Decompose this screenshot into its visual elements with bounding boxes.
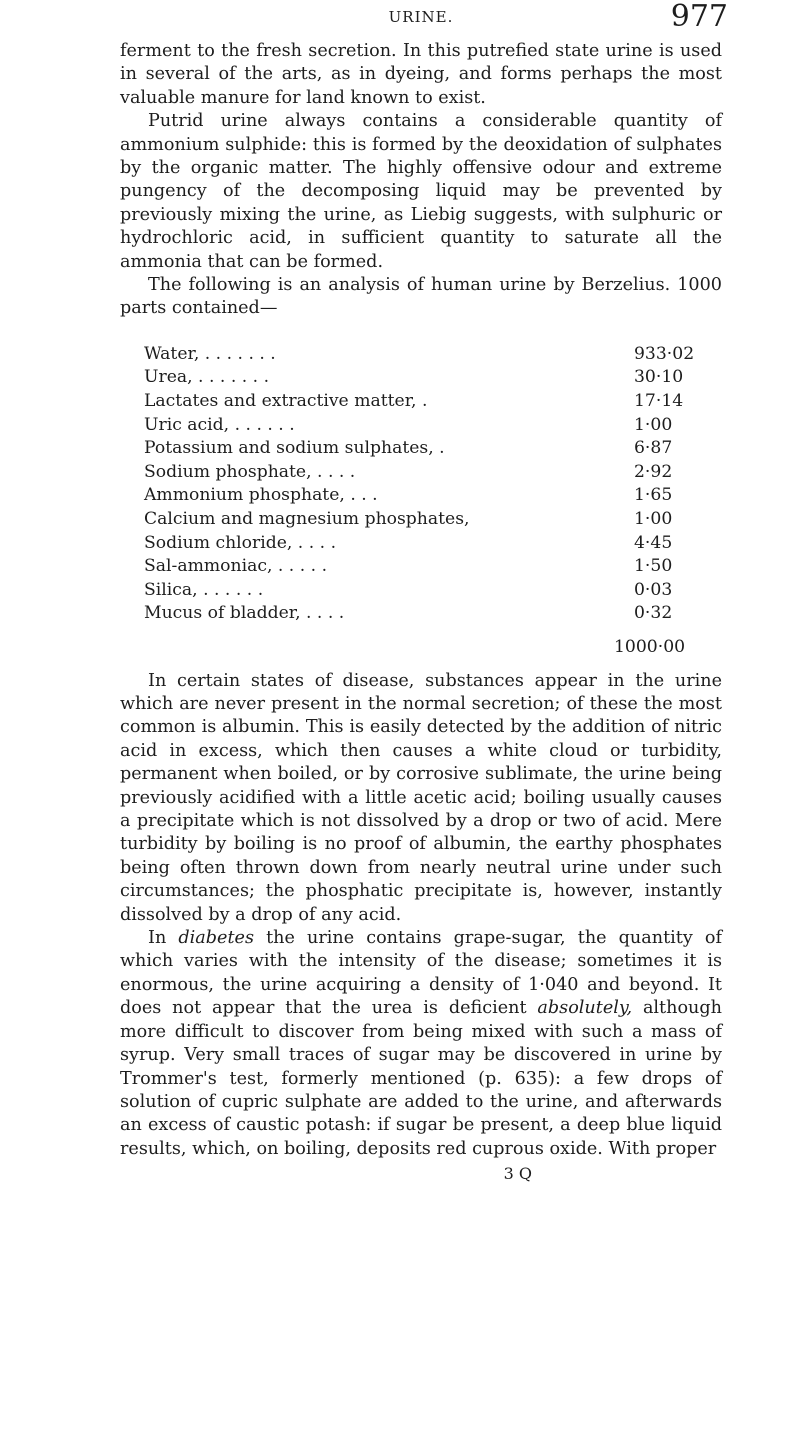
diabetes-term: diabetes — [178, 928, 254, 949]
running-title: URINE. — [388, 8, 454, 26]
analysis-row-label: Uric acid, . . . . . . — [144, 414, 295, 435]
analysis-row — [144, 414, 692, 438]
analysis-row — [144, 437, 692, 461]
paragraph-putrid-urine: Putrid urine always contains a considerable quantity of ammonium sulphide: this is formed by the deoxidation of sulphates by the organic matter. The highly offensive odour and extreme pungency of the decomposing liquid may be prevented by previously mixing the urine, as Liebig suggests, with sulphuric or hydrochloric acid, in sufficient quantity to saturate all the ammonia that can be formed. — [120, 111, 722, 272]
diabetes-text-3: although more difficult to discover from being mixed with such a mass of syrup. Very small traces of sugar may be discovered in urine by Trommer's test, formerly mentioned (p. 635): a few drops of solution of cupric sulphate are added to the urine, and afterwards an excess of caustic potash: if sugar be present, a deep blue liquid results, which, on boiling, deposits red cuprous oxide. With proper — [120, 998, 722, 1159]
analysis-row — [144, 555, 692, 579]
analysis-row-label: Lactates and extractive matter, . — [144, 391, 428, 412]
paragraph-continuation: ferment to the fresh secretion. In this putrefied state urine is used in several of the arts, as in dyeing, and forms perhaps the most valuable manure for land known to exist. — [120, 41, 722, 108]
analysis-row — [144, 366, 692, 390]
analysis-total-row — [120, 636, 692, 660]
paragraph-diabetes — [120, 927, 722, 1161]
analysis-row-value: 2·92 — [634, 461, 673, 482]
analysis-row — [144, 579, 692, 603]
analysis-row-label: Sal-ammoniac, . . . . . — [144, 556, 328, 577]
analysis-row-value: 1·50 — [634, 556, 673, 577]
analysis-row — [144, 343, 695, 367]
analysis-row-value: 1·65 — [634, 485, 673, 506]
absolutely-term: absolutely, — [537, 998, 633, 1019]
analysis-row-value: 30·10 — [634, 367, 684, 388]
paragraph-disease-albumin: In certain states of disease, substances appear in the urine which are never present in the normal secretion; of these the most common is albumin. This is easily detected by the addition of nitric acid in excess, which then causes a white cloud or turbidity, permanent when boiled, or by corrosive sublimate, the urine being previously acidified with a little acetic acid; boiling usually causes a precipitate which is not dissolved by a drop or two of acid. Mere turbidity by boiling is no proof of albumin, the earthy phosphates being often thrown down from nearly neutral urine under such circumstances; the phosphatic precipitate is, however, instantly dissolved by a drop of any acid. — [120, 670, 722, 925]
analysis-row — [144, 508, 692, 532]
analysis-row-label: Sodium chloride, . . . . — [144, 532, 337, 553]
analysis-row — [144, 602, 692, 626]
analysis-row — [144, 532, 692, 556]
analysis-row — [144, 484, 692, 508]
analysis-row-label: Water, . . . . . . . — [144, 343, 276, 364]
analysis-row-label: Silica, . . . . . . — [144, 579, 264, 600]
page-number: 977 — [670, 0, 728, 34]
diabetes-text-1: In — [148, 928, 179, 949]
analysis-row-value: 0·32 — [634, 603, 673, 624]
analysis-row — [144, 461, 692, 485]
running-header — [120, 0, 728, 40]
signature-mark: 3 Q — [503, 1164, 532, 1184]
analysis-row-label: Potassium and sodium sulphates, . — [144, 438, 445, 459]
analysis-row — [144, 390, 692, 414]
analysis-row-label: Mucus of bladder, . . . . — [144, 603, 345, 624]
analysis-row-value: 1·00 — [634, 509, 673, 530]
analysis-row-value: 1·00 — [634, 414, 673, 435]
analysis-row-value: 4·45 — [634, 532, 673, 553]
analysis-row-value: 0·03 — [634, 579, 673, 600]
book-page — [0, 2, 800, 1452]
analysis-row-value: 17·14 — [634, 391, 684, 412]
analysis-row-label: Calcium and magnesium phosphates, — [144, 509, 470, 530]
analysis-row-value: 6·87 — [634, 438, 673, 459]
paragraph-analysis-intro: The following is an analysis of human urine by Berzelius. 1000 parts contained— — [120, 275, 722, 319]
analysis-row-label: Sodium phosphate, . . . . — [144, 461, 356, 482]
analysis-total-value: 1000·00 — [614, 637, 686, 657]
analysis-table — [144, 343, 695, 626]
analysis-row-label: Ammonium phosphate, . . . — [144, 485, 378, 506]
analysis-row-label: Urea, . . . . . . . — [144, 367, 270, 388]
analysis-row-value: 933·02 — [634, 343, 695, 364]
diabetes-text-2: the urine contains grape-sugar, the quantity of which varies with the intensity of the disease; sometimes it is enormous, the urine acquiring a density of 1·040 and beyond. It does not appear that the urea is deficient — [120, 928, 723, 1019]
